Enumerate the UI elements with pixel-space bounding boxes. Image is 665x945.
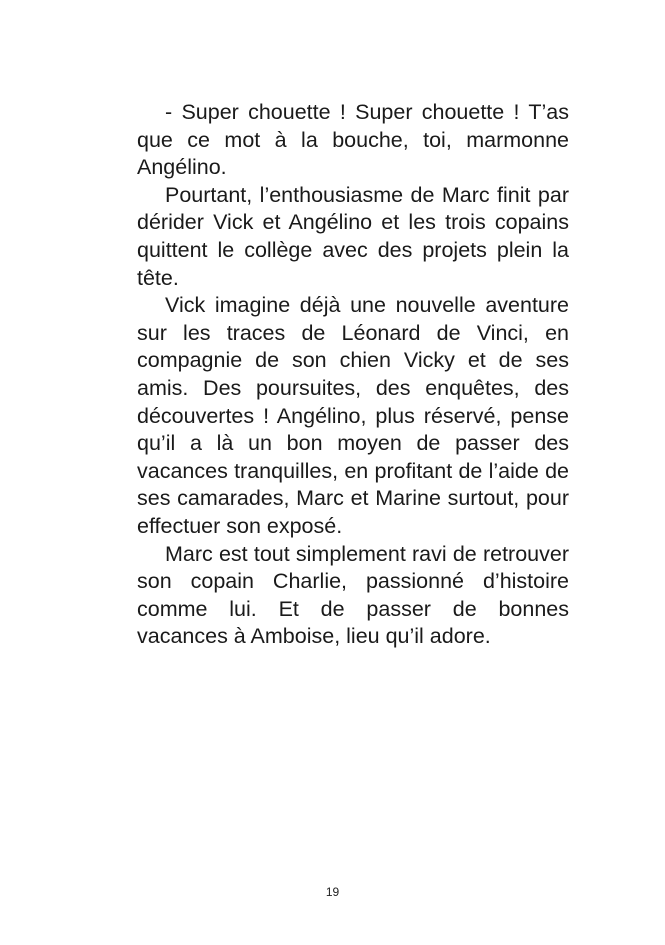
paragraph: Marc est tout simplement ravi de retrouver son copain Charlie, passionné d’histoire comme lui. Et de passer de bonnes vacances à Amboise, lieu qu’il adore. <box>137 541 569 649</box>
page-number: 19 <box>325 885 340 899</box>
paragraph: - Super chouette ! Super chouette ! T’as que ce mot à la bouche, toi, marmonne Angélino. <box>137 100 569 180</box>
paragraph: Pourtant, l’enthousiasme de Marc finit par dérider Vick et Angélino et les trois copains quittent le collège avec des projets plein la tête. <box>137 182 569 290</box>
body-text <box>137 99 569 651</box>
paragraph: Vick imagine déjà une nouvelle aventure sur les traces de Léonard de Vinci, en compagnie de son chien Vicky et de ses amis. Des poursuites, des enquêtes, des découvertes ! Angélino, plus réservé, pense qu’il a là un bon moyen de passer des vacances tranquilles, en profitant de l’aide de ses camarades, Marc et Marine surtout, pour effectuer son exposé. <box>137 293 569 538</box>
